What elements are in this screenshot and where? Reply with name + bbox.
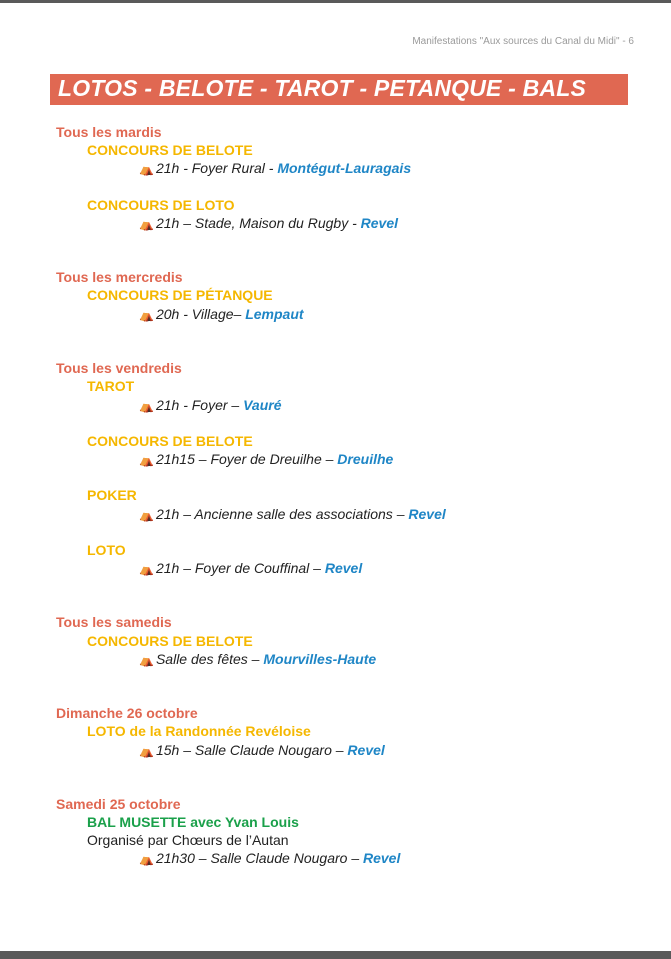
event-place: Revel: [360, 215, 398, 231]
event-place: Revel: [347, 742, 385, 758]
tent-icon: ⛺: [139, 562, 154, 576]
bottom-frame-bar: [0, 951, 671, 959]
event-detail: [139, 505, 446, 524]
day-heading: Tous les samedis: [56, 614, 172, 630]
tent-icon: ⛺: [139, 217, 154, 231]
day-heading: Tous les mercredis: [56, 269, 183, 285]
event-category: POKER: [87, 487, 137, 503]
tent-icon: ⛺: [139, 852, 154, 866]
event-time-venue: 21h - Foyer Rural -: [155, 160, 278, 176]
day-heading: Samedi 25 octobre: [56, 796, 181, 812]
event-category: LOTO de la Randonnée Revéloise: [87, 723, 311, 739]
event-category: CONCOURS DE PÉTANQUE: [87, 287, 273, 303]
tent-icon: ⛺: [139, 399, 154, 413]
event-time-venue: 21h – Foyer de Couffinal –: [155, 560, 325, 576]
event-detail: [139, 559, 362, 578]
event-category: CONCOURS DE BELOTE: [87, 633, 253, 649]
day-heading: Dimanche 26 octobre: [56, 705, 198, 721]
event-time-venue: Salle des fêtes –: [155, 651, 264, 667]
event-category: BAL MUSETTE avec Yvan Louis: [87, 814, 299, 830]
event-category: TAROT: [87, 378, 135, 394]
tent-icon: ⛺: [139, 308, 154, 322]
running-header: Manifestations "Aux sources du Canal du Midi" - 6: [412, 36, 634, 47]
event-place: Montégut-Lauragais: [277, 160, 412, 176]
day-heading: Tous les vendredis: [56, 360, 182, 376]
event-time-venue: 21h – Stade, Maison du Rugby -: [155, 215, 361, 231]
event-place: Dreuilhe: [337, 451, 394, 467]
event-place: Revel: [363, 850, 401, 866]
event-detail: [139, 396, 282, 415]
day-heading: Tous les mardis: [56, 124, 162, 140]
tent-icon: ⛺: [139, 508, 154, 522]
event-time-venue: 15h – Salle Claude Nougaro –: [155, 742, 348, 758]
event-category: CONCOURS DE LOTO: [87, 197, 235, 213]
event-place: Mourvilles-Haute: [263, 651, 377, 667]
event-time-venue: 21h15 – Foyer de Dreuilhe –: [155, 451, 338, 467]
event-time-venue: 21h – Ancienne salle des associations –: [155, 506, 409, 522]
event-category: CONCOURS DE BELOTE: [87, 433, 253, 449]
event-detail: [139, 214, 398, 233]
event-time-venue: 20h - Village–: [155, 306, 246, 322]
banner-title: LOTOS - BELOTE - TAROT - PETANQUE - BALS: [58, 75, 587, 101]
tent-icon: ⛺: [139, 653, 154, 667]
event-detail: [139, 849, 400, 868]
event-detail: [139, 450, 393, 469]
event-category: LOTO: [87, 542, 126, 558]
event-place: Vauré: [243, 397, 282, 413]
event-category: CONCOURS DE BELOTE: [87, 142, 253, 158]
tent-icon: ⛺: [139, 162, 154, 176]
event-detail: [139, 650, 376, 669]
event-detail: [139, 741, 385, 760]
event-place: Revel: [408, 506, 446, 522]
event-place: Lempaut: [245, 306, 304, 322]
event-detail: [139, 305, 304, 324]
tent-icon: ⛺: [139, 453, 154, 467]
event-time-venue: 21h - Foyer –: [155, 397, 244, 413]
event-time-venue: 21h30 – Salle Claude Nougaro –: [155, 850, 363, 866]
tent-icon: ⛺: [139, 744, 154, 758]
event-organizer-note: Organisé par Chœurs de l’Autan: [87, 832, 289, 848]
event-detail: [139, 159, 411, 178]
event-place: Revel: [324, 560, 363, 576]
